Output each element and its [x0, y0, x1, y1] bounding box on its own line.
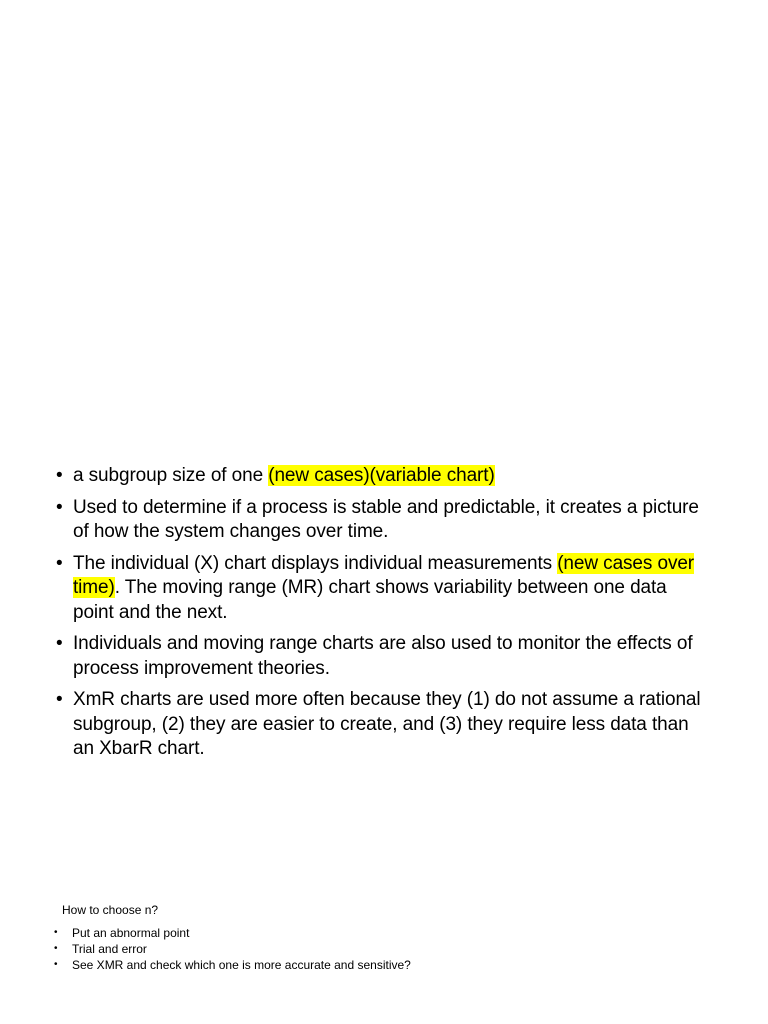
bullet-item — [56, 552, 706, 626]
bullet-dot-icon: • — [54, 943, 58, 954]
notes-item — [54, 941, 554, 957]
notes-title: How to choose n? — [62, 903, 159, 917]
bullet-text: The individual (X) chart displays individual measurements — [73, 552, 558, 574]
bullet-dot-icon: • — [56, 689, 63, 710]
main-bullet-list — [56, 464, 706, 769]
bullet-dot-icon: • — [56, 552, 63, 574]
bullet-text: a subgroup size of one — [73, 465, 269, 486]
highlighted-text: (new cases)(variable chart) — [268, 465, 495, 486]
bullet-item — [56, 688, 706, 762]
notes-item-text: Trial and error — [72, 942, 147, 956]
bullet-item — [56, 632, 706, 681]
notes-list — [54, 925, 554, 973]
bullet-dot-icon: • — [56, 496, 63, 518]
notes-item — [54, 925, 554, 941]
bullet-text: XmR charts are used more often because they (1) do not assume a rational subgroup, (2) they are easier to create, and (3) they require less data than an XbarR chart. — [73, 689, 701, 759]
bullet-item — [56, 496, 706, 545]
bullet-text: Used to determine if a process is stable and predictable, it creates a picture of how the system changes over time. — [73, 496, 699, 542]
bullet-dot-icon: • — [56, 633, 63, 654]
notes-item-text: Put an abnormal point — [72, 926, 190, 940]
bullet-dot-icon: • — [54, 927, 58, 938]
bullet-text: . The moving range (MR) chart shows variability between one data point and the next. — [73, 577, 667, 623]
notes-item — [54, 957, 554, 973]
bullet-dot-icon: • — [54, 959, 58, 970]
bullet-item — [56, 464, 706, 489]
bullet-text: Individuals and moving range charts are also used to monitor the effects of process improvement theories. — [73, 633, 693, 679]
highlighted-text: (new cases over time) — [73, 552, 695, 598]
notes-item-text: See XMR and check which one is more accurate and sensitive? — [72, 958, 411, 972]
bullet-dot-icon: • — [56, 465, 63, 486]
